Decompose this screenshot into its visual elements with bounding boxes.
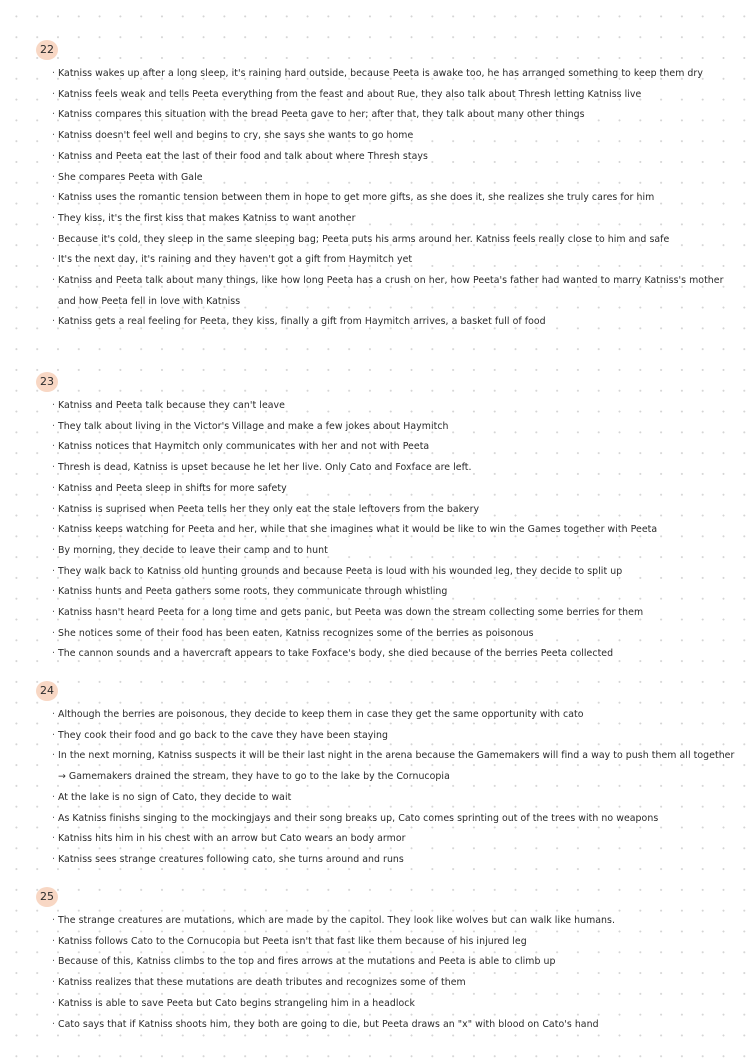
note-item: · Katniss wakes up after a long sleep, it's raining hard outside, because Peeta is awake too, he has arranged something to keep them dry xyxy=(52,64,744,85)
note-item: · Cato says that if Katniss shoots him, they both are going to die, but Peeta draws an "x" with blood on Cato's hand xyxy=(52,1015,744,1036)
note-item: · Although the berries are poisonous, they decide to keep them in case they get the same opportunity with cato xyxy=(52,705,744,726)
note-item: · Katniss hasn't heard Peeta for a long time and gets panic, but Peeta was down the stream collecting some berries for them xyxy=(52,603,744,624)
note-item: · Katniss uses the romantic tension between them in hope to get more gifts, as she does it, she realizes she truly cares for him xyxy=(52,188,744,209)
note-item: · Katniss doesn't feel well and begins to cry, she says she wants to go home xyxy=(52,126,744,147)
chapter-number-badge: 24 xyxy=(36,681,58,701)
note-item: · Katniss is suprised when Peeta tells her they only eat the stale leftovers from the bakery xyxy=(52,500,744,521)
note-item: · The cannon sounds and a havercraft appears to take Foxface's body, she died because of the berries Peeta collected xyxy=(52,644,744,665)
note-item: · At the lake is no sign of Cato, they decide to wait xyxy=(52,788,744,809)
note-item: · She notices some of their food has been eaten, Katniss recognizes some of the berries as poisonous xyxy=(52,624,744,645)
note-item: · Katniss and Peeta sleep in shifts for more safety xyxy=(52,479,744,500)
note-item: · Katniss hunts and Peeta gathers some roots, they communicate through whistling xyxy=(52,582,744,603)
note-item: · Katniss hits him in his chest with an arrow but Cato wears an body armor xyxy=(52,829,744,850)
note-item: · Katniss follows Cato to the Cornucopia but Peeta isn't that fast like them because of his injured leg xyxy=(52,932,744,953)
note-item: · Katniss realizes that these mutations are death tributes and recognizes some of them xyxy=(52,973,744,994)
note-item: · Katniss feels weak and tells Peeta everything from the feast and about Rue, they also talk about Thresh letting Katniss live xyxy=(52,85,744,106)
note-item: · Katniss gets a real feeling for Peeta, they kiss, finally a gift from Haymitch arrives, a basket full of food xyxy=(52,312,744,333)
chapter-number-badge: 25 xyxy=(36,887,58,907)
note-item: · By morning, they decide to leave their camp and to hunt xyxy=(52,541,744,562)
note-item: · Katniss sees strange creatures following cato, she turns around and runs xyxy=(52,850,744,871)
note-item: · Katniss notices that Haymitch only communicates with her and not with Peeta xyxy=(52,437,744,458)
note-item: · Katniss is able to save Peeta but Cato begins strangeling him in a headlock xyxy=(52,994,744,1015)
note-item: · They talk about living in the Victor's Village and make a few jokes about Haymitch xyxy=(52,417,744,438)
note-item: · Katniss compares this situation with the bread Peeta gave to her; after that, they talk about many other things xyxy=(52,105,744,126)
note-item: · In the next morning, Katniss suspects it will be their last night in the arena because the Gamemakers will find a way to push them all together → Gamemakers drained the stream, they have to go to the lake by the Cornucopia xyxy=(52,746,744,787)
chapter-notes-list xyxy=(52,64,744,333)
note-item: · Because it's cold, they sleep in the same sleeping bag; Peeta puts his arms around her. Katniss feels really close to him and safe xyxy=(52,230,744,251)
chapter-notes-list xyxy=(52,396,744,665)
note-item: · The strange creatures are mutations, which are made by the capitol. They look like wolves but can walk like humans. xyxy=(52,911,744,932)
chapter-notes-list xyxy=(52,911,744,1035)
note-item: · Thresh is dead, Katniss is upset because he let her live. Only Cato and Foxface are left. xyxy=(52,458,744,479)
note-item: · Katniss and Peeta talk because they can't leave xyxy=(52,396,744,417)
note-item: · They walk back to Katniss old hunting grounds and because Peeta is loud with his wounded leg, they decide to split up xyxy=(52,562,744,583)
note-item: · She compares Peeta with Gale xyxy=(52,168,744,189)
chapter-notes-list xyxy=(52,705,744,871)
note-item: · Katniss and Peeta eat the last of their food and talk about where Thresh stays xyxy=(52,147,744,168)
note-item: · Katniss and Peeta talk about many things, like how long Peeta has a crush on her, how Peeta's father had wanted to marry Katniss's mother and how Peeta fell in love with Katniss xyxy=(52,271,744,312)
note-item: · They kiss, it's the first kiss that makes Katniss to want another xyxy=(52,209,744,230)
note-item: · They cook their food and go back to the cave they have been staying xyxy=(52,726,744,747)
note-item: · It's the next day, it's raining and they haven't got a gift from Haymitch yet xyxy=(52,250,744,271)
chapter-number-badge: 22 xyxy=(36,40,58,60)
chapter-number-badge: 23 xyxy=(36,372,58,392)
note-item: · As Katniss finishs singing to the mockingjays and their song breaks up, Cato comes sprinting out of the trees with no weapons xyxy=(52,809,744,830)
note-item: · Because of this, Katniss climbs to the top and fires arrows at the mutations and Peeta is able to climb up xyxy=(52,952,744,973)
note-item: · Katniss keeps watching for Peeta and her, while that she imagines what it would be like to win the Games together with Peeta xyxy=(52,520,744,541)
